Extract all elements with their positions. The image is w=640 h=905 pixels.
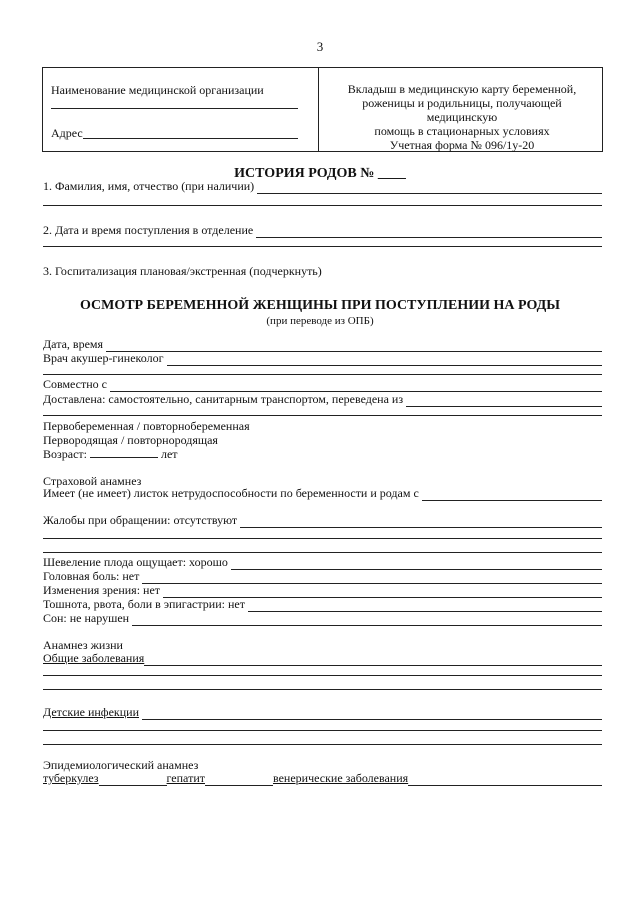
sleep-field[interactable] bbox=[132, 614, 602, 626]
age-field[interactable] bbox=[90, 447, 158, 458]
exam-subtitle: (при переводе из ОПБ) bbox=[266, 315, 374, 327]
nausea-row bbox=[43, 598, 602, 612]
date-time-field[interactable] bbox=[106, 340, 602, 352]
general-diseases-field-line[interactable] bbox=[43, 675, 602, 676]
form-number: Учетная форма № 096/1у-20 bbox=[389, 138, 535, 152]
address-field[interactable] bbox=[83, 138, 298, 139]
sick-leave-field[interactable] bbox=[422, 489, 602, 501]
age-row bbox=[43, 447, 178, 462]
insert-line: помощь в стационарных условиях bbox=[374, 124, 550, 138]
sick-leave-label: Имеет (не имеет) листок нетрудоспособности по беременности и родам с bbox=[43, 486, 419, 500]
date-time-label: Дата, время bbox=[43, 337, 104, 351]
venereal-field[interactable] bbox=[408, 774, 602, 786]
admission-field-continuation[interactable] bbox=[43, 246, 602, 247]
admission-field[interactable] bbox=[256, 226, 602, 238]
general-diseases-field[interactable] bbox=[144, 654, 602, 666]
parity-label: Первородящая / повторнородящая bbox=[43, 433, 218, 447]
jointly-field[interactable] bbox=[110, 380, 602, 392]
exam-title: ОСМОТР БЕРЕМЕННОЙ ЖЕНЩИНЫ ПРИ ПОСТУПЛЕНИИ НА РОДЫ bbox=[79, 298, 561, 313]
complaints-field[interactable] bbox=[240, 516, 602, 528]
tuberculosis-label: туберкулез bbox=[43, 771, 99, 785]
nausea-label: Тошнота, рвота, боли в эпигастрии: нет bbox=[43, 597, 245, 611]
complaints-field-line[interactable] bbox=[43, 538, 602, 539]
insurance-title: Страховой анамнез bbox=[43, 474, 142, 488]
date-time-row bbox=[43, 338, 602, 352]
doctor-label: Врач акушер-гинеколог bbox=[43, 351, 164, 365]
header-divider bbox=[318, 68, 319, 151]
sick-leave-row bbox=[43, 487, 602, 501]
fio-row bbox=[43, 180, 602, 194]
age-label: Возраст: bbox=[43, 447, 87, 461]
headache-row bbox=[43, 570, 602, 584]
child-infections-field-line[interactable] bbox=[43, 730, 602, 731]
admission-row bbox=[43, 224, 602, 238]
insert-line: Вкладыш в медицинскую карту беременной, bbox=[347, 82, 577, 96]
page-number: 3 bbox=[316, 39, 324, 54]
sleep-row bbox=[43, 612, 602, 626]
hepatitis-label: гепатит bbox=[166, 771, 205, 785]
jointly-label: Совместно с bbox=[43, 377, 108, 391]
age-unit: лет bbox=[160, 447, 178, 461]
delivered-row bbox=[43, 393, 602, 407]
hepatitis-field[interactable] bbox=[205, 774, 273, 786]
delivered-field-continuation[interactable] bbox=[43, 415, 602, 416]
form-insert-description bbox=[327, 82, 597, 152]
child-infections-label: Детские инфекции bbox=[43, 705, 139, 719]
headache-label: Головная боль: нет bbox=[43, 569, 140, 583]
complaints-row bbox=[43, 514, 602, 528]
form-header-box bbox=[42, 67, 603, 152]
doctor-row bbox=[43, 352, 602, 366]
fetal-movement-row bbox=[43, 556, 602, 570]
venereal-label: венерические заболевания bbox=[272, 771, 409, 785]
epid-row bbox=[43, 772, 602, 786]
child-infections-field[interactable] bbox=[142, 708, 602, 720]
doctor-field-continuation[interactable] bbox=[43, 374, 602, 375]
organization-label: Наименование медицинской организации bbox=[51, 83, 264, 97]
complaints-field-line[interactable] bbox=[43, 552, 602, 553]
fetal-movement-field[interactable] bbox=[231, 558, 602, 570]
epid-history-title: Эпидемиологический анамнез bbox=[43, 758, 199, 772]
vision-row bbox=[43, 584, 602, 598]
fio-field[interactable] bbox=[257, 182, 602, 194]
admission-label: 2. Дата и время поступления в отделение bbox=[43, 223, 254, 237]
fio-field-continuation[interactable] bbox=[43, 205, 602, 206]
tuberculosis-field[interactable] bbox=[99, 774, 167, 786]
vision-label: Изменения зрения: нет bbox=[43, 583, 161, 597]
nausea-field[interactable] bbox=[248, 600, 602, 612]
complaints-label: Жалобы при обращении: отсутствуют bbox=[43, 513, 238, 527]
general-diseases-row bbox=[43, 652, 602, 666]
fetal-movement-label: Шевеление плода ощущает: хорошо bbox=[43, 555, 228, 569]
child-infections-row bbox=[43, 706, 602, 720]
child-infections-field-line[interactable] bbox=[43, 744, 602, 745]
hospitalization-label: 3. Госпитализация плановая/экстренная (подчеркнуть) bbox=[43, 264, 322, 278]
life-history-title: Анамнез жизни bbox=[43, 638, 123, 652]
sleep-label: Сон: не нарушен bbox=[43, 611, 130, 625]
insert-line: роженицы и родильницы, получающей медицинскую bbox=[362, 96, 562, 124]
pregnancy-label: Первобеременная / повторнобеременная bbox=[43, 419, 250, 433]
jointly-row bbox=[43, 378, 602, 392]
headache-field[interactable] bbox=[142, 572, 602, 584]
history-title: ИСТОРИЯ РОДОВ № ____ bbox=[234, 166, 406, 181]
organization-field[interactable] bbox=[51, 108, 298, 109]
general-diseases-label: Общие заболевания bbox=[43, 651, 145, 665]
delivered-label: Доставлена: самостоятельно, санитарным транспортом, переведена из bbox=[43, 392, 404, 406]
general-diseases-field-line[interactable] bbox=[43, 689, 602, 690]
fio-label: 1. Фамилия, имя, отчество (при наличии) bbox=[43, 179, 255, 193]
delivered-field[interactable] bbox=[406, 395, 602, 407]
address-label: Адрес bbox=[51, 126, 83, 140]
doctor-field[interactable] bbox=[167, 354, 603, 366]
